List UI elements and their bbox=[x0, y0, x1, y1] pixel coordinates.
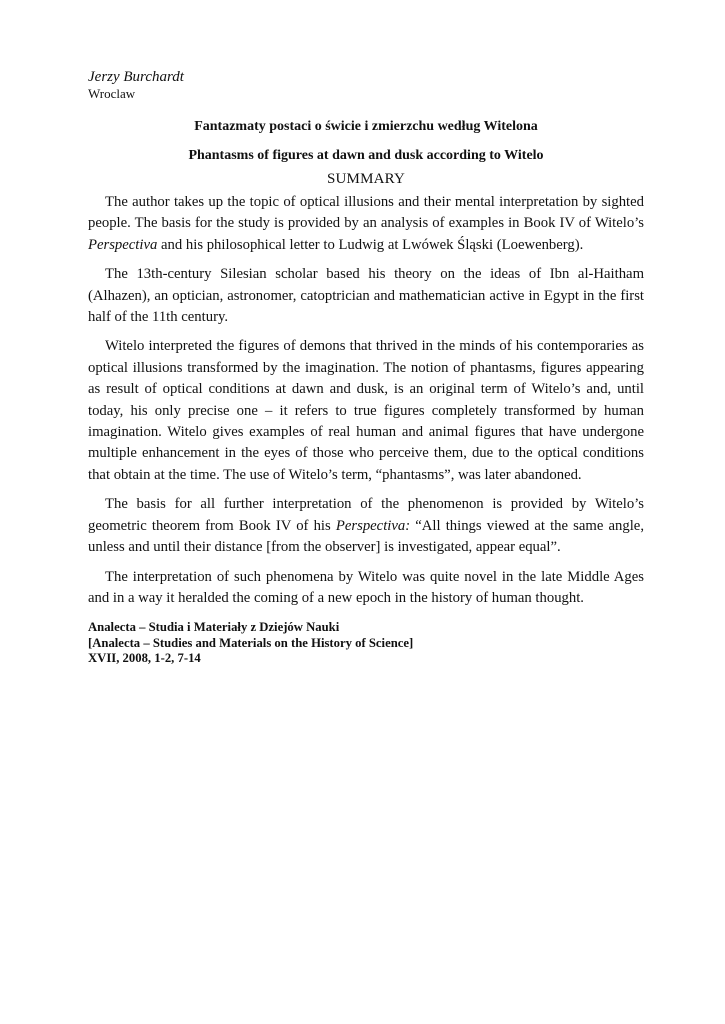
polish-title: Fantazmaty postaci o świcie i zmierzchu według Witelona bbox=[194, 119, 538, 134]
paragraph-1 bbox=[88, 192, 644, 256]
paragraph-4-text-b: “All things viewed at the same angle, unless and until their distance [from the observer] is investigated, appear equal”. bbox=[88, 517, 644, 556]
page bbox=[88, 68, 644, 667]
paragraph-4-text-a: The basis for all further interpretation of the phenomenon is provided by Witelo’s geometric theorem from Book IV of his bbox=[88, 496, 644, 534]
author-name: Jerzy Burchardt bbox=[88, 69, 184, 85]
paragraph-1-italic: Perspectiva bbox=[88, 236, 158, 253]
paragraph-2: The 13th-century Silesian scholar based his theory on the ideas of Ibn al-Haitham (Alhazen), an optician, astronomer, catoptrician and mathematician active in Egypt in the first half of the 11th century. bbox=[88, 266, 644, 326]
paragraph-1-text-b: and his philosophical letter to Ludwig at Lwówek Śląski (Loewenberg). bbox=[157, 236, 584, 253]
source-line-volume: XVII, 2008, 1-2, 7-14 bbox=[88, 651, 201, 666]
paragraph-4-italic: Perspectiva: bbox=[335, 517, 411, 534]
paragraph-5: The interpretation of such phenomena by Witelo was quite novel in the late Middle Ages and in a way it heralded the coming of a new epoch in the history of human thought. bbox=[88, 568, 644, 606]
source-line-english: [Analecta – Studies and Materials on the History of Science] bbox=[88, 635, 414, 650]
source-line-polish: Analecta – Studia i Materiały z Dziejów Nauki bbox=[88, 620, 340, 635]
author-city: Wroclaw bbox=[88, 86, 136, 101]
paragraph-1-text-a: The author takes up the topic of optical illusions and their mental interpretation by sighted people. The basis for the study is provided by an analysis of examples in Book IV of Witelo’s bbox=[88, 194, 644, 232]
english-title: Phantasms of figures at dawn and dusk according to Witelo bbox=[188, 148, 544, 163]
source-citation bbox=[88, 620, 644, 667]
paragraph-3: Witelo interpreted the figures of demons that thrived in the minds of his contemporaries as optical illusions transformed by the imagination. The notion of phantasms, figures appearing as result of optical conditions at dawn and dusk, is an original term of Witelo’s and, until today, his only precise one – it refers to true figures completely transformed by human imagination. Witelo gives examples of real human and animal figures that have undergone multiple enhancement in the eyes of those who perceive them, due to the optical conditions that obtain at the time. The use of Witelo’s term, “phantasms”, was later abandoned. bbox=[88, 338, 644, 483]
summary-heading: SUMMARY bbox=[326, 171, 406, 187]
paragraph-4 bbox=[88, 494, 644, 558]
